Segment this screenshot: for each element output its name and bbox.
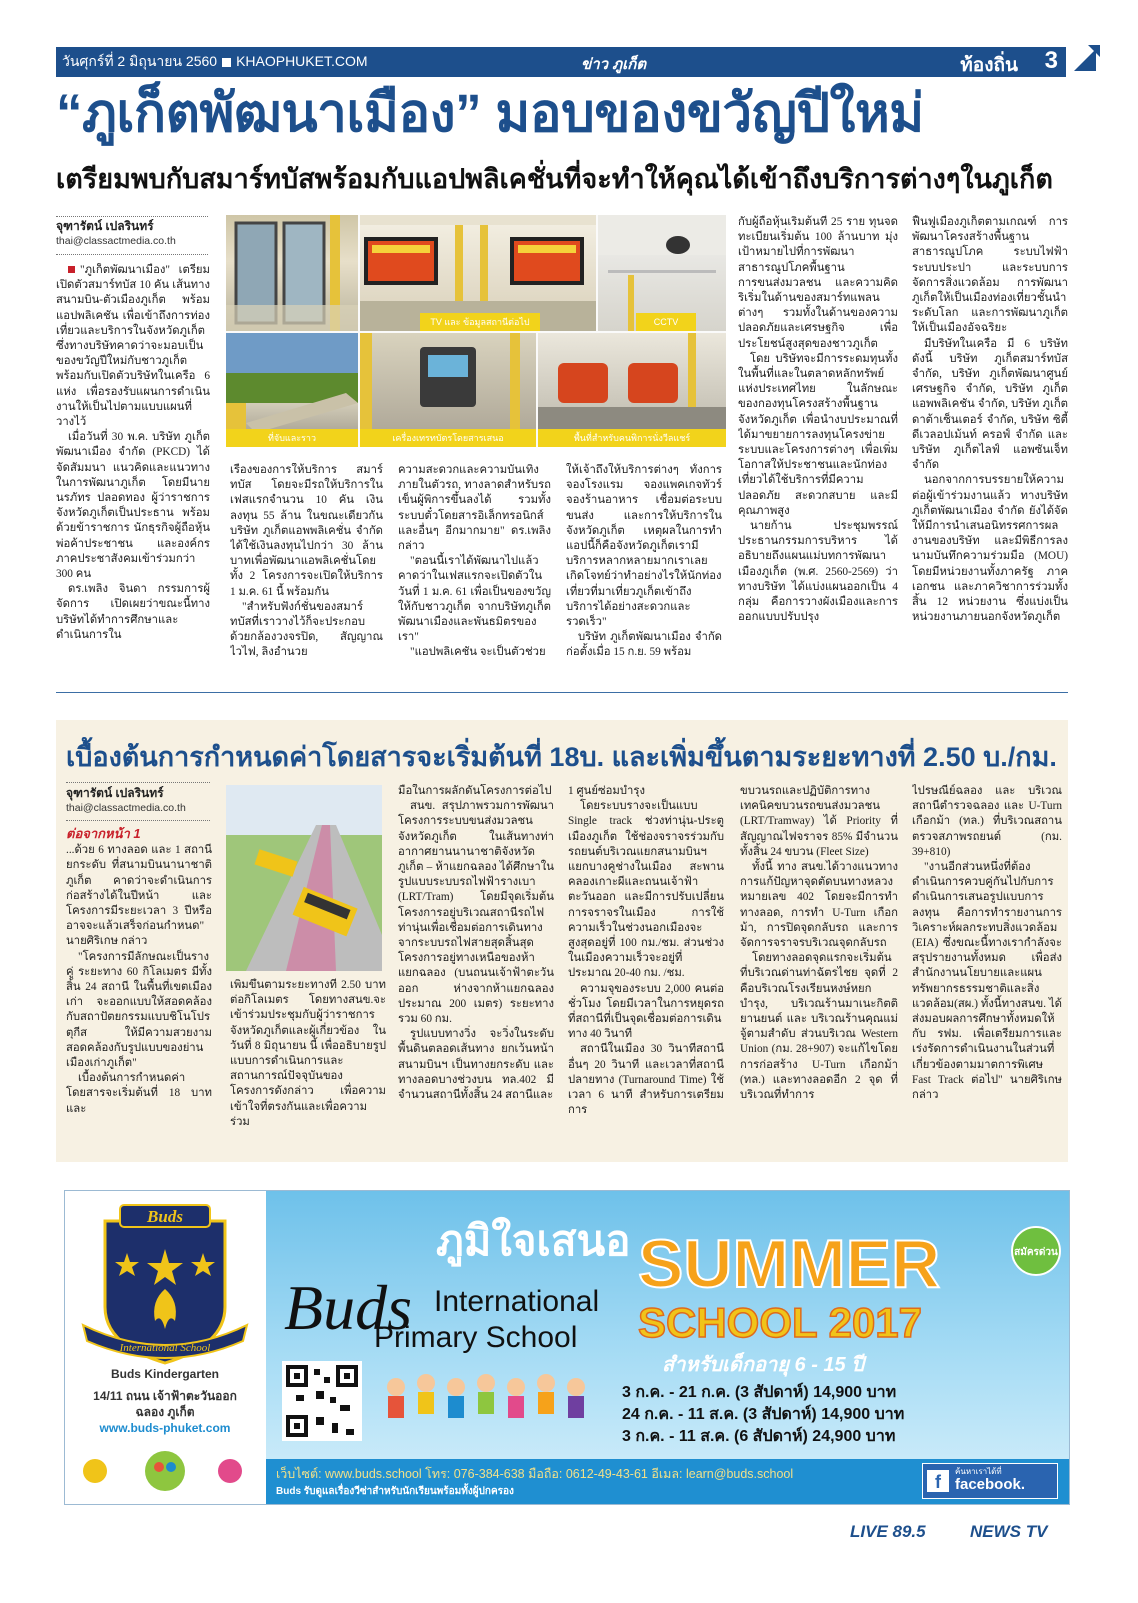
author-email: thai@classactmedia.co.th [66,801,186,814]
byline-rule [66,782,210,783]
byline [56,219,176,248]
story2-column-4: 1 ศูนย์ซ่อมบำรุง โดยระบบรางจะเป็นแบบ Single track ช่วงท่านุ่น-ประตูเมืองภูเก็ต ใช้ช่องจราจรร่วมกับรถยนต์บริเวณแยกสนามบินฯ แยกบางคูช่างในเมือง สะพานคลองเกาะผีและถนนเจ้าฟ้าตะวันออก และมีการปรับเปลี่ยนการจราจรในเมือง การใช้ความเร็วในช่วงนอกเมืองจะสูงสุดอยู่ที่ 100 กม./ชม. ส่วนช่วงในเมืองความเร็วจะอยู่ที่ประมาณ 20-40 กม. /ชม. ความจุของระบบ 2,000 คนต่อชั่วโมง โดยมีเวลาในการหยุดรถที่สถานีที่เป็นจุดเชื่อมต่อการเดินทาง 40 วินาที สถานีในเมือง 30 วินาทีสถานีอื่นๆ 20 วินาที และเวลาที่สถานีปลายทาง (Turnaround Time) ใช้เวลา 6 นาที สำหรับการเตรียมการ [568,785,724,1117]
crest-ribbon-text: International School [119,1342,211,1354]
live-radio-logo: LIVE 89.5 [850,1522,926,1541]
story2-headline: เบื้องต้นการกำหนดค่าโดยสารจะเริ่มต้นที่ 18บ. และเพิ่มขึ้นตามระยะทางที่ 2.50 บ./กม. [66,742,1057,772]
kindergarten-name: Buds Kindergarten [110,1367,219,1381]
photo-tv-screens [360,215,596,331]
main-headline: “ภูเก็ตพัฒนาเมือง” มอบของขวัญปีใหม่ [56,84,924,143]
caption-ramp: ที่จับและราว [226,429,358,447]
byline-rule [56,216,208,217]
ad-left-panel [65,1191,265,1504]
footer-logos [850,1520,1070,1546]
tram-illustration [226,785,382,971]
corner-arrow-icon [1070,45,1100,75]
school-2017-title: SCHOOL 2017 [638,1299,923,1346]
photo-bus-door [226,215,358,331]
caption-wheelchair: พื้นที่สำหรับคนพิการนั่งวีลแชร์ [538,429,726,447]
ad-contact-line[interactable]: เว็บไซต์: www.buds.school โทร: 076-384-638 มือถือ: 0612-49-43-61 อีเมล: learn@buds.school [276,1467,794,1481]
continued-from-label: ต่อจากหน้า 1 [66,826,141,841]
issue-date: วันศุกร์ที่ 2 มิถุนายน 2560 KHAOPHUKET.COM [62,53,368,69]
ad-contact-bar [266,1459,1069,1504]
international-label: International [434,1285,600,1318]
bus-photo-collage [226,215,726,447]
story2-byline [66,786,186,815]
children-illustration [387,1374,585,1418]
kindergarten-address-1: 14/11 ถนน เจ้าฟ้าตะวันออก [93,1389,237,1403]
apply-now-badge-text: สมัครด่วน [1014,1247,1058,1258]
photo-card-reader [360,333,536,447]
children-handprints-icon [65,1445,265,1499]
story1-column-2: เรื่องของการให้บริการ สมาร์ทบัส โดยจะมีรถให้บริการในเฟสแรกจำนวน 10 คัน เงินลงทุน 55 ล้าน ในขณะเดียวกันบริษัท ภูเก็ตแอพพลิเคชั่น จำกัดได้ใช้เงินลงทุนไปกว่า 30 ล้านบาทเพื่อพัฒนาแอพลิเคชั่นโดยทั้ง 2 โครงการจะเปิดให้บริการ 1 ม.ค. 61 นี้ พร้อมกัน "สำหรับฟังก์ชั่นของสมาร์ทบัสที่เราวางไว้ก็จะประกอบด้วยกล้องวงจรปิด, สัญญาณไวไฟ, ลิงอำนวย [230,464,383,659]
story2-column-5: ขบวนรถและปฏิบัติการทางเทคนิคขบวนรถขนส่งมวลชน (LRT/Tramway) ได้ Priority ที่สัญญาณไฟจราจร 85% มีจำนวนทั้งสิ้น 24 ขบวน (Fleet Size) ทั้งนี้ ทาง สนข.ได้วางแนวทางการแก้ปัญหาจุดตัดบนทางหลวงหมายเลข 402 โดยจะมีการทำทางลอด, การทำ U-Turn เกือกม้า, การปิดจุดกลับรถ และการจัดการจราจรบริเวณจุดกลับรถ โดยทางลอดจุดแรกจะเริ่มต้นที่บริเวณด่านท่าฉัตรไชย จุดที่ 2 คือบริเวณโรงเรียนหงษ์หยกบำรุง, บริเวณร้านมาเนะกิตติยานยนต์ และ บริเวณร้านคุณแม่จู้ตามสำดับ ส่วนบริเวณ Western Union (กม. 28+907) จะแก้ไขโดยการก่อสร้าง U-Turn เกือกม้า (ทล.) และทางลอดอีก 2 จุด ที่บริเวณที่ทำการ [740,785,898,1102]
summer-title: SUMMER [638,1226,941,1302]
page-header-bar [56,47,1066,77]
story1-column-3: ความสะดวกและความบันเทิงภายในตัวรถ, ทางลาดสำหรับรถเข็นผู้พิการขึ้นลงได้ รวมทั้งระบบตั๋วโดยสารอิเล็กทรอนิกส์และอื่นๆ อีกมากมาย" ดร.เพลิง กล่าว "ตอนนี้เราได้พัฒนาไปแล้วคาดว่าในเฟสแรกจะเปิดตัวในวันที่ 1 ม.ค. 61 เพื่อเป็นของขวัญให้กับชาวภูเก็ต จากบริษัทภูเก็ตพัฒนาเมืองและพันธมิตรของเรา" "แอปพลิเคชัน จะเป็นตัวช่วย [398,464,551,659]
story1-column-1: "ภูเก็ตพัฒนาเมือง" เตรียมเปิดตัวสมาร์ทบัส 10 คัน เส้นทางสนามบิน-ตัวเมืองภูเก็ต พร้อมแอปพลิเคชัน เพื่อเข้าถึงการท่องเที่ยวและบริการในจังหวัดภูเก็ตซึ่งทางบริษัทคาดว่าจะมอบเป็นของขวัญปีใหม่กับชาวภูเก็ต พร้อมกับเปิดตัวบริษัทในเครือ 6 แห่ง เพื่อรองรับแผนการดำเนินงานให้เป็นไปตามแบบแผนที่วางไว้ เมื่อวันที่ 30 พ.ค. บริษัท ภูเก็ตพัฒนาเมือง จำกัด (PKCD) ได้จัดสัมมนา แนวคิดและแนวทางในการพัฒนาภูเก็ต โดยมีนายนรภัทร ปลอดทอง ผู้ว่าราชการจังหวัดภูเก็ตเป็นประธาน พร้อมด้วยข้าราชการ นักธุรกิจผู้ถือหุ้น พ่อค้าประชาชน และองค์กรภาคประชาสังคมเข้าร่วมกว่า 300 คน ดร.เพลิง จินดา กรรมการผู้จัดการ เปิดเผยว่าขณะนี้ทางบริษัทได้ทำการศึกษาและดำเนินการใน [56,264,210,641]
photo-wheelchair-area [538,333,726,447]
caption-tv: TV และ ข้อมูลสถานีต่อไป [420,313,540,331]
age-range: สำหรับเด็กอายุ 6 - 15 ปี [662,1354,864,1376]
author-name: จุฑารัตน์ เปลรินทร์ [66,786,164,800]
author-email: thai@classactmedia.co.th [56,234,176,247]
story1-column-4: ให้เจ้าถึงให้บริการต่างๆ ทั้งการจองโรงแรม จองแพคเกจทัวร์ จองร้านอาหาร เชื่อมต่อระบบขนส่ง และการให้บริการในจังหวัดภูเก็ต เหตุผลในการทำแอปนี้ก็คือจังหวัดภูเก็ตเรามีบริการหลากหลายมากเราเลยเกิดโจทย์ว่าทำอย่างไรให้นักท่องเที่ยวที่มาเที่ยวภูเก็ตเข้าถึงบริการได้อย่างสะดวกและรวดเร็ว" บริษัท ภูเก็ตพัฒนาเมือง จำกัด ก่อตั้งเมื่อ 15 ก.ย. 59 พร้อม [566,464,722,659]
sub-headline: เตรียมพบกับสมาร์ทบัสพร้อมกับแอปพลิเคชั่นที่จะทำให้คุณได้เข้าถึงบริการต่างๆในภูเก็ต [56,164,1053,194]
story2-column-2: เพิ่มขึ้นตามระยะทางที่ 2.50 บาทต่อกิโลเมตร โดยทางสนข.จะเข้าร่วมประชุมกับผู้ว่าราชการจังหวัดภูเก็ตและผู้เกี่ยวข้อง ในวันที่ 8 มิถุนายน นี้ เพื่ออธิบายรูปแบบการดำเนินการและสถานการณ์ปัจจุบันของโครงการดังกล่าว เพื่อความเข้าใจที่ตรงกันและเพื่อความร่วม [230,979,386,1128]
caption-card: เครื่องเทรทบัตรโดยสารเสนอ [360,429,536,447]
author-name: จุฑารัตน์ เปลรินทร์ [56,219,154,233]
session-2: 24 ก.ค. - 11 ส.ค. (3 สัปดาห์) 14,900 บาท [622,1406,905,1423]
session-3: 3 ก.ค. - 11 ส.ค. (6 สัปดาห์) 24,900 บาท [622,1428,896,1445]
byline-rule [56,254,208,255]
ad-visa-note: Buds รับดูแลเรื่องวีซ่าสำหรับนักเรียนพร้อมทั้งผู้ปกครอง [276,1486,514,1497]
facebook-button[interactable] [922,1463,1058,1499]
site-name: KHAOPHUKET.COM [236,53,368,69]
story2-column-6: ไปรษณีย์ฉลอง และ บริเวณสถานีตำรวจฉลอง และ U-Turn เกือกม้า (ทล.) ที่บริเวณสถานตรวจสภาพรถยนต์ (กม. 39+810) "งานอีกส่วนหนึ่งที่ต้องดำเนินการควบคู่กันไปกับการดำเนินการเสนอรูปแบบการลงทุน คือการทำรายงานการวิเคราะห์ผลกระทบสิ่งแวดล้อม (EIA) ซึ่งขณะนี้ทางเรากำลังจะสรุปรายงานทั้งหมด เพื่อส่งสำนักงานนโยบายและแผนทรัพยากรธรรมชาติและสิ่งแวดล้อม(สผ.) ทั้งนี้ทางสนข. ได้ส่งมอบผลการศึกษาทั้งหมดให้กับ รฟม. เพื่อเตรียมการและเร่งรัดการดำเนินงานในส่วนที่เกี่ยวข้องตามมาตการพิเศษ Fast Track ต่อไป" นายศิริเกษ กล่าว [912,785,1062,1102]
buds-brand: Buds [284,1272,412,1343]
page-number: 3 [1044,47,1058,74]
crest-banner-text: Buds [147,1207,183,1226]
session-1: 3 ก.ค. - 21 ก.ค. (3 สัปดาห์) 14,900 บาท [622,1384,897,1401]
facebook-icon: f [927,1470,949,1492]
news-tv-logo: NEWS TV [970,1522,1048,1541]
caption-cctv: CCTV [636,313,696,331]
story2-column-3: มือในการผลักดันโครงการต่อไป สนข. สรุปภาพรวมการพัฒนาโครงการระบบขนส่งมวลชนจังหวัดภูเก็ต ในเส้นทางท่าอากาศยานนานาชาติจังหวัดภูเก็ต – ห้าแยกฉลอง ได้ศึกษาในรูปแบบระบบรถไฟฟ้ารางเบา (LRT/Tram) โดยมีจุดเริ่มต้นโครงการอยู่บริเวณสถานีรถไฟท่านุ่นเพื่อเชื่อมต่อการเดินทางจากระบบรถไฟสายสุดสิ้นสุดโครงการอยู่ทางเหนือของห้าแยกฉลอง (บนถนนเจ้าฟ้าตะวันออก ห่างจากห้าแยกฉลอง ประมาณ 200 เมตร) ระยะทางรวม 60 กม. รูปแบบทางวิ่ง จะวิ่งในระดับพื้นดินตลอดเส้นทาง ยกเว้นหน้าสนามบินฯ เป็นทางยกระดับ และทางลอดบางช่วงบน ทล.402 มีจำนวนสถานีทั้งสิ้น 24 สถานีและ [398,785,554,1102]
kindergarten-website-link[interactable]: www.buds-phuket.com [99,1421,231,1435]
bus-door-illustration [226,215,358,331]
buds-school-advertisement[interactable] [64,1190,1070,1505]
newspaper-logo: ข่าว ภูเก็ต [581,56,647,73]
story1-column-6: ฟื้นฟูเมืองภูเก็ตตามเกณฑ์ การพัฒนาโครงสร้างพื้นฐาน สาธารณูปโภค ระบบไฟฟ้า ระบบประปา และระบบการจัดการสิ่งแวดล้อม การพัฒนาภูเก็ตให้เป็นเมืองท่องเที่ยวชั้นนำระดับโลก และการพัฒนาภูเก็ตให้เป็นเมืองอัจฉริยะ มีบริษัทในเครือ มี 6 บริษัท ดังนี้ บริษัท ภูเก็ตสมาร์ทบัส จำกัด, บริษัท ภูเก็ตพัฒนาศูนย์เศรษฐกิจ จำกัด, บริษัท ภูเก็ตแอพพลิเคชัน จำกัด, บริษัท ภูเก็ตดาต้าเซ็นเตอร์ จำกัด, บริษัท ซิตี้ดีเวลอปเม้นท์ ครอฟ์ จำกัด และบริษัท ภูเก็ตไลฟ์ แอพซันเจ็ท จำกัด นอกจากการบรรยายให้ความต่อผู้เข้าร่วมงานแล้ว ทางบริษัท ภูเก็ตพัฒนาเมือง จำกัด ยังได้จัดให้มีการนำเสนอนิทรรศการผลงานของบริษัท และมีพิธีการลงนามบันทึกความร่วมมือ (MOU) โดยมีหน่วยงานทั้งภาครัฐ ภาคเอกชน และภาควิชาการร่วมทั้งสิ้น 12 หน่วยงาน ซึ่งแบ่งเป็นหน่วยงานภายนอกจังหวัดภูเก็ต [912,216,1068,624]
facebook-label: facebook. [955,1476,1026,1493]
photo-cctv [598,215,726,331]
photo-ramp [226,333,358,447]
story1-column-5: กับผู้ถือหุ้นเริ่มต้นที่ 25 ราย ทุนจดทะเบียนเริ่มต้น 100 ล้านบาท มุ่งเป้าหมายไปที่การพัฒนาสาธารณูปโภคพื้นฐานการขนส่งมวลชน และความคิดริเริ่มในด้านของสมาร์ทแพลนต่างๆ รวมทั้งในด้านของความปลอดภัยและเศรษฐกิจ เพื่อประโยชน์สูงสุดของชาวภูเก็ต โดย บริษัทจะมีการระดมทุนทั้งในพื้นที่และในตลาดหลักทรัพย์แห่งประเทศไทย ในลักษณะของกองทุนโครงสร้างพื้นฐานจังหวัดภูเก็ต เพื่อนำงบประมาณที่ได้มาขยายการลงทุนโครงข่ายระบบและโครงการต่างๆ เพื่อเพิ่มโอกาสให้ประชาชนและนักท่องเที่ยวได้ใช้บริการที่มีความปลอดภัย สะดวกสบาย และมีคุณภาพสูง นายก้าน ประชุมพรรณ์ประธานกรรมการบริหาร ได้อธิบายถึงแผนแม่บทการพัฒนาเมืองภูเก็ต (พ.ศ. 2560-2569) ว่า ทางบริษัท ได้แบ่งแผนออกเป็น 4 กลุ่ม คือการวางผังเมืองและการออกแบบปรับปรุง [738,216,898,624]
summer-school-artwork [266,1191,1069,1461]
section-name: ท้องถิ่น [960,55,1018,76]
byline-rule [66,820,210,821]
tram-rendering [226,785,382,971]
ad-right-panel [266,1191,1069,1504]
kindergarten-address-2: ฉลอง ภูเก็ต [135,1405,195,1419]
bullet-mark [68,266,75,273]
story2-column-1: ต่อจากหน้า 1 ...ด้วย 6 ทางลอด และ 1 สถานียกระดับ ที่สนามบินนานาชาติภูเก็ต คาดว่าจะดำเนินการก่อสร้างได้ในปีหน้า และโครงการมีระยะเวลา 3 ปีหรืออาจจะแล้วเสร็จก่อนกำหนด" นายศิริเกษ กล่าว "โครงการมีลักษณะเป็นรางคู่ ระยะทาง 60 กิโลเมตร มีทั้งสิ้น 24 สถานี ในพื้นที่เขตเมืองเก่า จะออกแบบให้สอดคล้องกับสถาปัตยกรรมแบบชิโนโปรตุกีส ให้มีความสวยงามสอดคล้องกับรูปแบบของย่านเมืองเก่าภูเก็ต" เบื้องต้นการกำหนดค่าโดยสารจะเริ่มต้นที่ 18 บาท และ [66,826,212,1115]
facebook-small-label: ค้นหาเราได้ที่ [955,1467,1002,1476]
primary-school-label: Primary School [374,1321,578,1354]
story-divider [56,692,1068,693]
buds-crest-logo [65,1197,265,1367]
qr-code-icon[interactable] [282,1361,362,1441]
thai-tagline: ภูมิใจเสนอ [436,1217,631,1264]
